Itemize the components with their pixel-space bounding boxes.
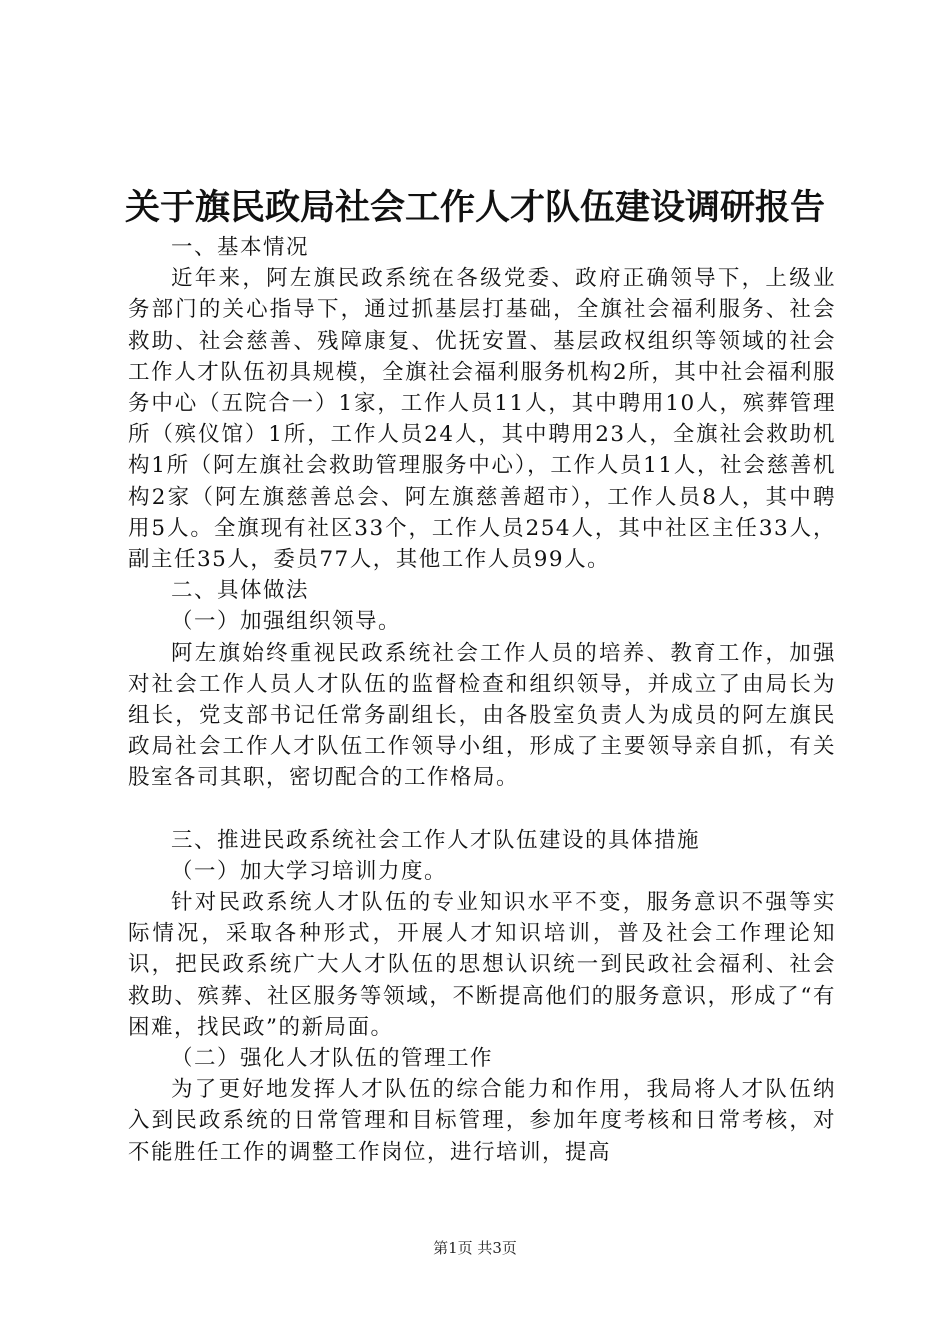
section-heading-basic-situation: 一、基本情况 (171, 235, 310, 260)
section-heading-specific-practices: 二、具体做法 (171, 578, 310, 604)
paragraph-strengthen-leadership: 阿左旗始终重视民政系统社会工作人员的培养、教育工作，加强对社会工作人员人才队伍的监督检查和组织领导，并成立了由局长为组长，党支部书记任常务副组长，由各股室负责人为成员的阿左旗民政局社会工作人才队伍工作领导小组，形成了主要领导亲自抓，有关股室各司其职，密切配合的工作格局。 (128, 640, 836, 791)
page-number-footer: 第1页 共3页 (433, 1239, 517, 1257)
paragraph-management: 为了更好地发挥人才队伍的综合能力和作用，我局将人才队伍纳入到民政系统的日常管理和目标管理，参加年度考核和日常考核，对不能胜任工作的调整工作岗位，进行培训，提高 (128, 1077, 836, 1165)
subheading-training: （一）加大学习培训力度。 (171, 858, 448, 884)
document-body (128, 232, 836, 1168)
paragraph-basic-situation: 近年来，阿左旗民政系统在各级党委、政府正确领导下，上级业务部门的关心指导下，通过抓基层打基础，全旗社会福利服务、社会救助、社会慈善、残障康复、优抚安置、基层政权组织等领域的社会工作人才队伍初具规模，全旗社会福利服务机构2所，其中社会福利服务中心（五院合一）1家，工作人员11人，其中聘用10人，殡葬管理所（殡仪馆）1所，工作人员24人，其中聘用23人，全旗社会救助机构1所（阿左旗社会救助管理服务中心），工作人员11人，社会慈善机构2家（阿左旗慈善总会、阿左旗慈善超市），工作人员8人，其中聘用5人。全旗现有社区33个，工作人员254人，其中社区主任33人，副主任35人，委员77人，其他工作人员99人。 (128, 266, 836, 573)
document-title: 关于旗民政局社会工作人才队伍建设调研报告 (124, 188, 825, 228)
subheading-strengthen-leadership: （一）加强组织领导。 (171, 609, 402, 635)
section-heading-measures: 三、推进民政系统社会工作人才队伍建设的具体措施 (171, 827, 701, 853)
subheading-management: （二）强化人才队伍的管理工作 (171, 1046, 494, 1072)
paragraph-spacer (128, 794, 836, 825)
paragraph-training: 针对民政系统人才队伍的专业知识水平不变，服务意识不强等实际情况，采取各种形式，开展人才知识培训，普及社会工作理论知识，把民政系统广大人才队伍的思想认识统一到民政社会福利、社会救助、殡葬、社区服务等领域，不断提高他们的服务意识，形成了“有困难，找民政”的新局面。 (128, 890, 836, 1040)
